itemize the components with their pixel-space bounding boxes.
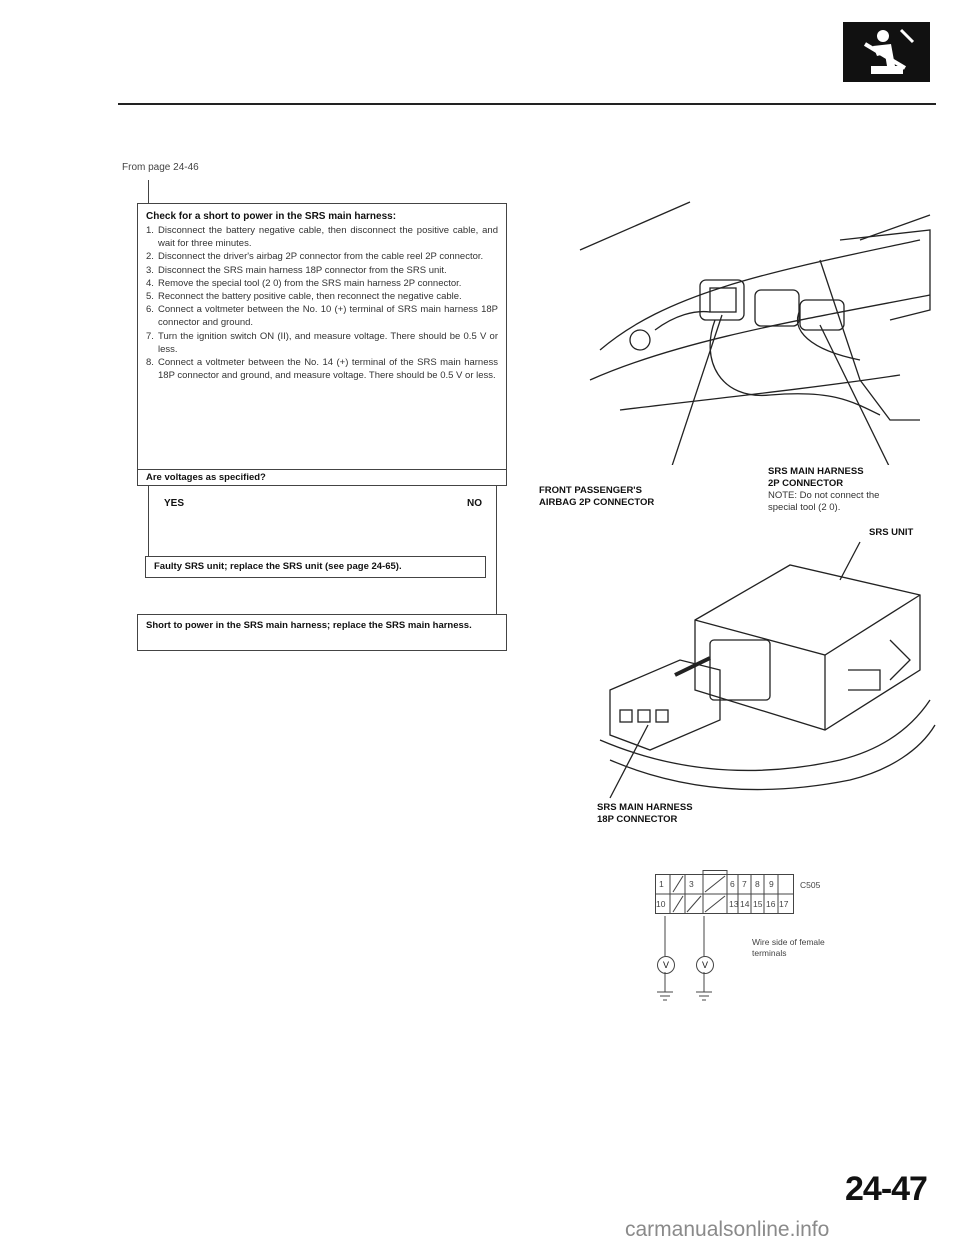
check-steps (146, 224, 498, 382)
pin-label: 7 (742, 879, 747, 889)
srs-main-2p-label: SRS MAIN HARNESS 2P CONNECTOR NOTE: Do not connect the special tool (2 0). (768, 466, 880, 513)
check-step: 4. Remove the special tool (2 0) from the SRS main harness 2P connector. (146, 277, 462, 289)
dashboard-connector-illustration (560, 200, 940, 465)
from-page: From page 24-46 (122, 162, 199, 173)
check-step: 3. Disconnect the SRS main harness 18P connector from the SRS unit. (146, 264, 447, 276)
pin-label: 3 (689, 879, 694, 889)
watermark: carmanualsonline.info (625, 1218, 830, 1241)
srs-unit-illustration (590, 540, 940, 810)
check-step: 6. Connect a voltmeter between the No. 10 (+) terminal of SRS main harness 18P connector and ground. (146, 304, 498, 329)
c505-connector (655, 870, 795, 916)
pin-label: 15 (753, 899, 763, 909)
voltmeter-icon: V (657, 956, 675, 974)
srs-main-18p-label: SRS MAIN HARNESS 18P CONNECTOR (597, 802, 693, 825)
connector-code: C505 (800, 880, 821, 890)
flow-line (496, 486, 497, 614)
short-result-box: Short to power in the SRS main harness; replace the SRS main harness. (137, 614, 507, 651)
check-title: Check for a short to power in the SRS main harness: (146, 211, 397, 222)
pin-label: 9 (769, 879, 774, 889)
check-step: 2. Disconnect the driver's airbag 2P connector from the cable reel 2P connector. (146, 251, 484, 263)
pin-label: 16 (766, 899, 776, 909)
question: Are voltages as specified? (138, 469, 506, 485)
pin-label: 6 (730, 879, 735, 889)
pin-label: 8 (755, 879, 760, 889)
srs-seatbelt-icon (843, 22, 930, 82)
check-step: 5. Reconnect the battery positive cable, then reconnect the negative cable. (146, 291, 462, 303)
check-step: 8. Connect a voltmeter between the No. 14 (+) terminal of the SRS main harness 18P connector and ground, and measure voltage. There should be 0.5 V or less. (146, 357, 498, 382)
front-passenger-airbag-label: FRONT PASSENGER'S AIRBAG 2P CONNECTOR (539, 485, 655, 508)
page-number: 24-47 (845, 1170, 927, 1208)
wire-side-note: Wire side of female terminals (752, 937, 825, 958)
srs-unit-label: SRS UNIT (869, 527, 914, 538)
flow-line (148, 180, 149, 203)
voltmeter-icon: V (696, 956, 714, 974)
pin-label: 1 (659, 879, 664, 889)
check-procedure-box (137, 203, 507, 486)
check-step: 7. Turn the ignition switch ON (II), and measure voltage. There should be 0.5 V or less. (146, 330, 498, 355)
yes-label: YES (164, 498, 185, 509)
pin-label: 10 (656, 899, 666, 909)
check-step: 1. Disconnect the battery negative cable, then disconnect the positive cable, and wait for three minutes. (146, 225, 498, 250)
header-rule (118, 103, 936, 105)
flow-line (148, 486, 149, 556)
pin-label: 13 (729, 899, 739, 909)
pin-label: 17 (779, 899, 789, 909)
no-label: NO (467, 498, 482, 509)
pin-label: 14 (740, 899, 750, 909)
faulty-result-box: Faulty SRS unit; replace the SRS unit (see page 24-65). (145, 556, 486, 578)
